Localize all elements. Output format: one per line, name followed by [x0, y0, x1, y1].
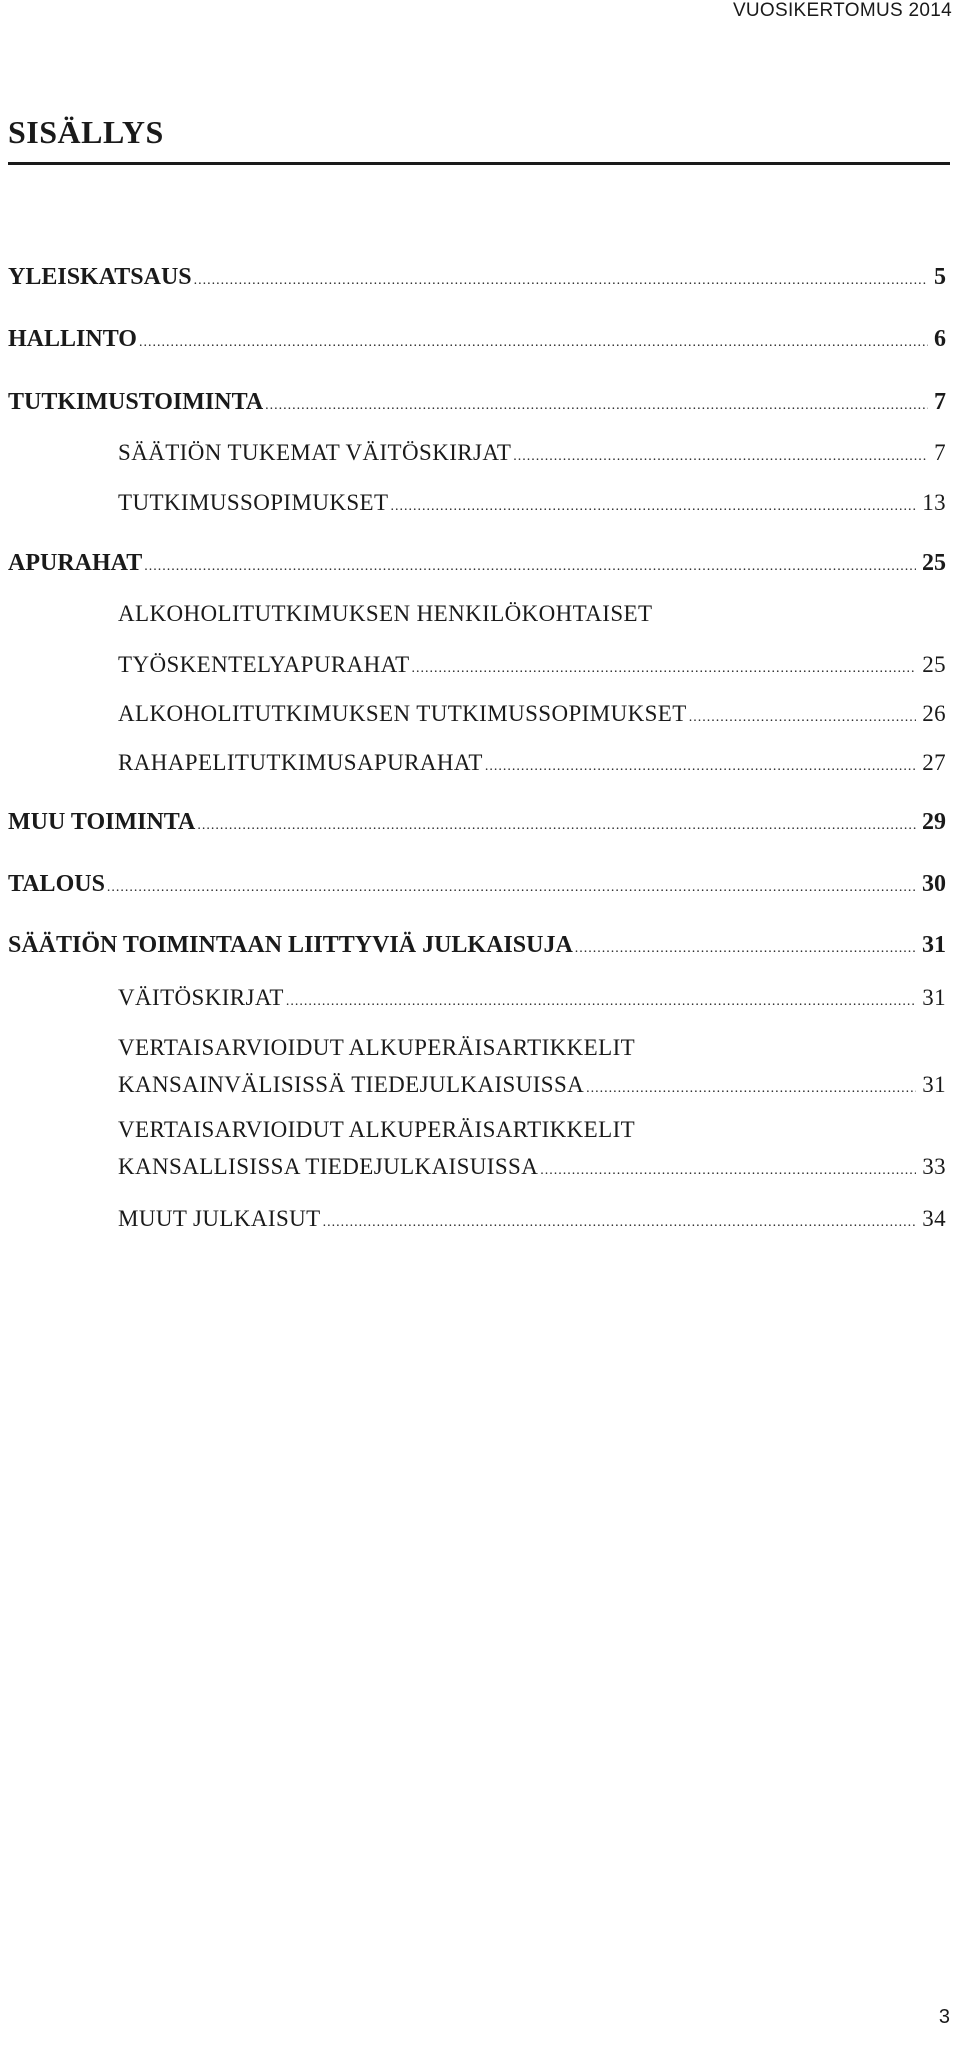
dot-leader — [107, 873, 916, 903]
toc-entry-page: 25 — [922, 652, 946, 677]
toc-entry-alkoholitutkimuksen-tutkimussopimukset[interactable] — [118, 699, 946, 733]
toc-entry-page: 29 — [922, 809, 946, 835]
toc-entry-label: TYÖSKENTELYAPURAHAT — [118, 652, 410, 677]
toc-entry-label-line1: ALKOHOLITUTKIMUKSEN HENKILÖKOHTAISET — [118, 601, 653, 626]
toc-entry-hallinto[interactable] — [8, 324, 946, 358]
toc-entry-rahapelitutkimusapurahat[interactable] — [118, 748, 946, 782]
toc-entry-label: TUTKIMUSTOIMINTA — [8, 389, 264, 415]
dot-leader — [197, 811, 916, 841]
toc-entry-page: 7 — [934, 389, 946, 415]
toc-entry-tutkimustoiminta[interactable] — [8, 387, 946, 421]
toc-entry-page: 26 — [922, 701, 946, 726]
toc-entry-label-line1: VERTAISARVIOIDUT ALKUPERÄISARTIKKELIT — [118, 1035, 636, 1060]
dot-leader — [139, 328, 928, 358]
dot-leader — [586, 1074, 916, 1104]
toc-entry-label: ALKOHOLITUTKIMUKSEN TUTKIMUSSOPIMUKSET — [118, 701, 687, 726]
toc-entry-page: 27 — [922, 750, 946, 775]
dot-leader — [144, 552, 916, 582]
page-number: 3 — [938, 2006, 950, 2028]
dot-leader — [513, 442, 928, 472]
toc-entry-label: MUU TOIMINTA — [8, 809, 196, 835]
toc-entry-label: VÄITÖSKIRJAT — [118, 985, 284, 1010]
running-header: VUOSIKERTOMUS 2014 — [732, 0, 952, 21]
toc-entry-apurahat[interactable] — [8, 548, 946, 582]
toc-entry-muu-toiminta[interactable] — [8, 807, 946, 841]
dot-leader — [323, 1208, 917, 1238]
title-divider — [8, 162, 950, 165]
dot-leader — [485, 752, 916, 782]
toc-entry-label: KANSAINVÄLISISSÄ TIEDEJULKAISUISSA — [118, 1072, 585, 1097]
toc-entry-page: 33 — [922, 1154, 946, 1179]
toc-entry-tyoskentelyapurahat[interactable] — [118, 650, 946, 684]
toc-entry-label: YLEISKATSAUS — [8, 264, 192, 290]
toc-entry-page: 7 — [934, 440, 946, 465]
toc-entry-label: RAHAPELITUTKIMUSAPURAHAT — [118, 750, 483, 775]
dot-leader — [540, 1156, 916, 1186]
toc-entry-label: KANSALLISISSA TIEDEJULKAISUISSA — [118, 1154, 539, 1179]
toc-entry-label: SÄÄTIÖN TOIMINTAAN LIITTYVIÄ JULKAISUJA — [8, 932, 573, 958]
dot-leader — [286, 987, 916, 1017]
toc-entry-label: MUUT JULKAISUT — [118, 1206, 321, 1231]
dot-leader — [265, 391, 928, 421]
toc-entry-label: APURAHAT — [8, 550, 143, 576]
toc-entry-yleiskatsaus[interactable] — [8, 262, 946, 296]
toc-entry-page: 31 — [922, 932, 946, 958]
toc-entry-label: TUTKIMUSSOPIMUKSET — [118, 490, 389, 515]
toc-entry-vaitoskirjat[interactable] — [118, 983, 946, 1017]
toc-entry-talous[interactable] — [8, 869, 946, 903]
dot-leader — [689, 703, 917, 733]
toc-entry-label: TALOUS — [8, 871, 105, 897]
toc-entry-page: 30 — [922, 871, 946, 897]
toc-entry-label: SÄÄTIÖN TUKEMAT VÄITÖSKIRJAT — [118, 440, 512, 465]
toc-entry-julkaisuja[interactable] — [8, 930, 946, 964]
dot-leader — [390, 492, 916, 522]
page-title: SISÄLLYS — [8, 114, 164, 150]
toc-entry-page: 5 — [934, 264, 946, 290]
dot-leader — [194, 266, 928, 296]
toc-entry-label-line1: VERTAISARVIOIDUT ALKUPERÄISARTIKKELIT — [118, 1117, 636, 1142]
toc-entry-page: 31 — [922, 1072, 946, 1097]
toc-entry-page: 31 — [922, 985, 946, 1010]
toc-entry-tutkimussopimukset[interactable] — [118, 488, 946, 522]
toc-entry-page: 6 — [934, 326, 946, 352]
toc-entry-saation-tukemat-vaitoskirjat[interactable] — [118, 438, 946, 472]
toc-entry-page: 25 — [922, 550, 946, 576]
dot-leader — [575, 934, 916, 964]
toc-entry-page: 34 — [922, 1206, 946, 1231]
toc-entry-kansainvalisissa-tiedejulkaisuissa[interactable] — [118, 1070, 946, 1104]
toc-entry-label: HALLINTO — [8, 326, 137, 352]
toc-entry-muut-julkaisut[interactable] — [118, 1204, 946, 1238]
toc-entry-page: 13 — [922, 490, 946, 515]
dot-leader — [412, 654, 917, 684]
toc-entry-kansallisissa-tiedejulkaisuissa[interactable] — [118, 1152, 946, 1186]
